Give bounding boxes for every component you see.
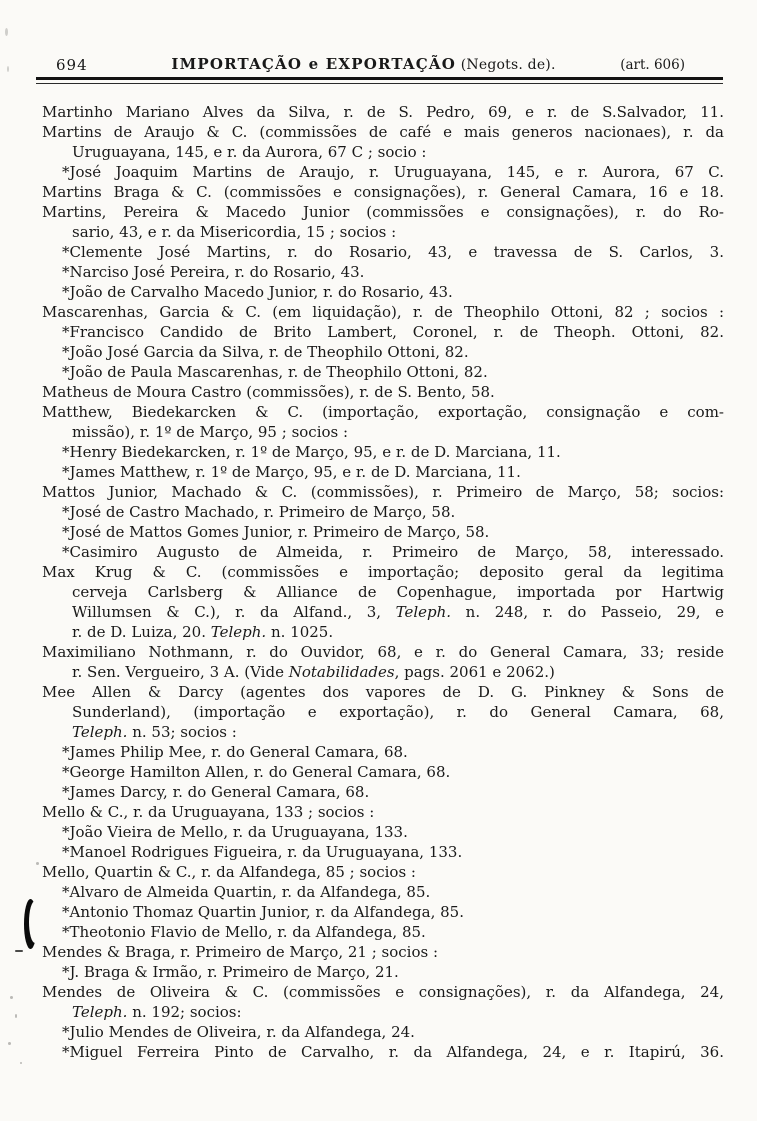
text-line — [42, 662, 724, 682]
text-segment: *Alvaro de Almeida Quartin, r. da Alfandega, 85. — [62, 883, 431, 901]
text-segment: *Henry Biedekarcken, r. 1º de Março, 95, e r. de D. Marciana, 11. — [62, 443, 561, 461]
ink-speck — [7, 66, 9, 72]
text-line — [42, 322, 724, 342]
italic-text-segment: Notabilidades — [288, 663, 395, 681]
text-segment: *Julio Mendes de Oliveira, r. da Alfandega, 24. — [62, 1023, 415, 1041]
text-segment: r. Sen. Vergueiro, 3 A. (Vide — [72, 663, 289, 681]
italic-text-segment: Teleph. — [72, 723, 128, 741]
text-line — [42, 142, 724, 162]
text-line — [42, 862, 724, 882]
text-segment: Mello & C., r. da Uruguayana, 133 ; socios : — [42, 803, 375, 821]
ink-speck — [20, 1062, 22, 1064]
text-line — [42, 222, 724, 242]
text-segment: *Casimiro Augusto de Almeida, r. Primeiro de Março, 58, interessado. — [62, 543, 724, 561]
text-line — [42, 482, 724, 502]
text-line — [42, 342, 724, 362]
header-title: IMPORTAÇÃO e EXPORTAÇÃO — [171, 55, 456, 73]
text-segment: n. 192; socios: — [127, 1003, 242, 1021]
header-title-suffix: (Negots. de). — [460, 57, 556, 73]
text-line — [42, 362, 724, 382]
text-line — [42, 462, 724, 482]
text-line — [42, 782, 724, 802]
text-segment: Willumsen & C.), r. da Alfand., 3, — [72, 603, 396, 621]
text-line — [42, 542, 724, 562]
text-segment: *Narciso José Pereira, r. do Rosario, 43. — [62, 263, 365, 281]
text-segment: Maximiliano Nothmann, r. do Ouvidor, 68, e r. do General Camara, 33; reside — [42, 643, 724, 661]
text-line — [42, 102, 724, 122]
directory-text — [42, 102, 724, 1062]
text-segment: Martins, Pereira & Macedo Junior (commissões e consignações), r. do Ro- — [42, 203, 724, 221]
text-line — [42, 1022, 724, 1042]
text-segment: *José de Mattos Gomes Junior, r. Primeiro de Março, 58. — [62, 523, 490, 541]
text-line — [42, 162, 724, 182]
text-line — [42, 282, 724, 302]
italic-text-segment: Teleph. — [210, 623, 267, 641]
text-line — [42, 742, 724, 762]
text-line — [42, 842, 724, 862]
text-segment: Mendes & Braga, r. Primeiro de Março, 21 ; socios : — [42, 943, 439, 961]
text-segment: *George Hamilton Allen, r. do General Camara, 68. — [62, 763, 451, 781]
text-line — [42, 922, 724, 942]
text-segment: *Clemente José Martins, r. do Rosario, 43, e travessa de S. Carlos, 3. — [62, 243, 724, 261]
text-line — [42, 582, 724, 602]
text-segment: *José de Castro Machado, r. Primeiro de Março, 58. — [62, 503, 456, 521]
ink-speck — [10, 996, 13, 999]
text-segment: Mello, Quartin & C., r. da Alfandega, 85 ; socios : — [42, 863, 416, 881]
article-reference: (art. 606) — [620, 57, 685, 73]
header-rule — [36, 77, 723, 84]
text-segment: sario, 43, e r. da Misericordia, 15 ; socios : — [72, 223, 397, 241]
text-segment: Sunderland), (importação e exportação), r. do General Camara, 68, — [72, 703, 724, 721]
text-line — [42, 402, 724, 422]
text-segment: *James Philip Mee, r. do General Camara, 68. — [62, 743, 408, 761]
text-line — [42, 622, 724, 642]
text-segment: cerveja Carlsberg & Alliance de Copenhague, importada por Hartwig — [72, 583, 724, 601]
text-segment: missão), r. 1º de Março, 95 ; socios : — [72, 423, 349, 441]
text-segment: Mattos Junior, Machado & C. (commissões), r. Primeiro de Março, 58; socios: — [42, 483, 724, 501]
text-segment: *Manoel Rodrigues Figueira, r. da Uruguayana, 133. — [62, 843, 463, 861]
text-line — [42, 722, 724, 742]
text-segment: *João de Paula Mascarenhas, r. de Theophilo Ottoni, 82. — [62, 363, 488, 381]
text-line — [42, 122, 724, 142]
text-line — [42, 602, 724, 622]
text-segment: *Theotonio Flavio de Mello, r. da Alfandega, 85. — [62, 923, 426, 941]
ink-speck — [36, 862, 39, 865]
text-line — [42, 982, 724, 1002]
text-segment: *João Vieira de Mello, r. da Uruguayana, 133. — [62, 823, 408, 841]
italic-text-segment: Teleph. — [72, 1003, 128, 1021]
text-segment: *James Matthew, r. 1º de Março, 95, e r. de D. Marciana, 11. — [62, 463, 521, 481]
text-segment: n. 1025. — [266, 623, 334, 641]
text-line — [42, 1042, 724, 1062]
text-line — [42, 262, 724, 282]
text-segment: Matheus de Moura Castro (commissões), r. de S. Bento, 58. — [42, 383, 495, 401]
ink-blot — [24, 899, 38, 949]
text-segment: *João José Garcia da Silva, r. de Theophilo Ottoni, 82. — [62, 343, 469, 361]
text-segment: Martins de Araujo & C. (commissões de café e mais generos nacionaes), r. da — [42, 123, 724, 141]
text-line — [42, 802, 724, 822]
text-line — [42, 242, 724, 262]
text-segment: Uruguayana, 145, e r. da Aurora, 67 C ; socio : — [72, 143, 427, 161]
text-line — [42, 562, 724, 582]
ink-speck — [5, 28, 8, 36]
text-line — [42, 442, 724, 462]
text-line — [42, 182, 724, 202]
text-line — [42, 962, 724, 982]
text-segment: *J. Braga & Irmão, r. Primeiro de Março, 21. — [62, 963, 399, 981]
text-line — [42, 642, 724, 662]
text-line — [42, 822, 724, 842]
text-segment: Matthew, Biedekarcken & C. (importação, exportação, consignação e com- — [42, 403, 724, 421]
text-segment: *João de Carvalho Macedo Junior, r. do Rosario, 43. — [62, 283, 453, 301]
text-segment: n. 248, r. do Passeio, 29, e — [451, 603, 725, 621]
italic-text-segment: Teleph. — [395, 603, 452, 621]
text-segment: Mee Allen & Darcy (agentes dos vapores de D. G. Pinkney & Sons de — [42, 683, 724, 701]
ink-speck — [15, 1014, 17, 1018]
text-line — [42, 682, 724, 702]
text-segment: , pags. 2061 e 2062.) — [394, 663, 555, 681]
text-segment: Martinho Mariano Alves da Silva, r. de S. Pedro, 69, e r. de S.Salvador, 11. — [42, 103, 724, 121]
page-number: 694 — [56, 56, 88, 74]
running-header — [0, 55, 727, 73]
text-segment: Martins Braga & C. (commissões e consignações), r. General Camara, 16 e 18. — [42, 183, 724, 201]
text-line — [42, 422, 724, 442]
text-segment: *José Joaquim Martins de Araujo, r. Uruguayana, 145, e r. Aurora, 67 C. — [62, 163, 724, 181]
text-line — [42, 1002, 724, 1022]
text-segment: Max Krug & C. (commissões e importação; deposito geral da legitima — [42, 563, 724, 581]
text-line — [42, 202, 724, 222]
text-line — [42, 762, 724, 782]
text-segment: *Francisco Candido de Brito Lambert, Coronel, r. de Theoph. Ottoni, 82. — [62, 323, 724, 341]
text-line — [42, 902, 724, 922]
text-line — [42, 882, 724, 902]
text-segment: *James Darcy, r. do General Camara, 68. — [62, 783, 370, 801]
text-segment: Mascarenhas, Garcia & C. (em liquidação), r. de Theophilo Ottoni, 82 ; socios : — [42, 303, 724, 321]
text-line — [42, 702, 724, 722]
text-line — [42, 302, 724, 322]
text-segment: *Miguel Ferreira Pinto de Carvalho, r. da Alfandega, 24, e r. Itapirú, 36. — [62, 1043, 724, 1061]
text-line — [42, 522, 724, 542]
text-segment: n. 53; socios : — [127, 723, 237, 741]
text-line — [42, 382, 724, 402]
ink-speck — [8, 1042, 11, 1045]
text-line — [42, 942, 724, 962]
text-segment: Mendes de Oliveira & C. (commissões e consignações), r. da Alfandega, 24, — [42, 983, 724, 1001]
text-line — [42, 502, 724, 522]
ink-dash — [15, 950, 23, 952]
text-segment: r. de D. Luiza, 20. — [72, 623, 211, 641]
text-segment: *Antonio Thomaz Quartin Junior, r. da Alfandega, 85. — [62, 903, 464, 921]
